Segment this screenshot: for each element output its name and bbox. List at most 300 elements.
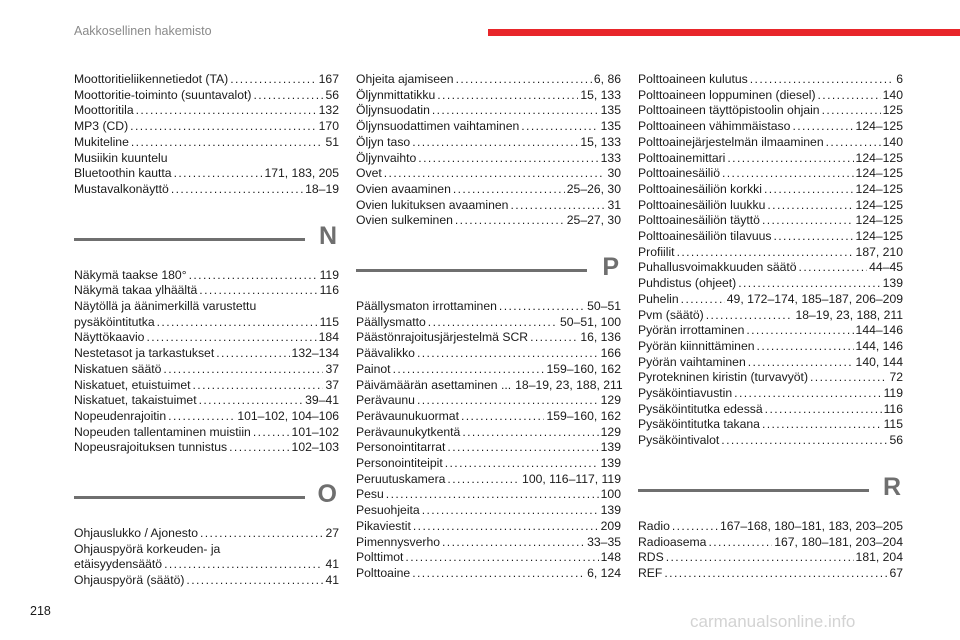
index-entry [356,213,621,229]
leader-dots [818,88,881,104]
index-entry [74,557,339,573]
entry-term: Nopeuden tallentaminen muistiin [74,424,251,439]
leader-dots [200,526,323,542]
entry-pages: 140 [882,87,903,102]
leader-dots [530,330,578,346]
index-entry [74,378,339,394]
entry-term: Peruutuskamera [356,471,446,486]
index-entry [74,135,339,151]
leader-dots [677,245,854,261]
index-section [638,72,903,449]
entry-term: Pikaviestit [356,518,411,533]
leader-dots [738,276,880,292]
entry-term: Bluetoothin kautta [74,166,172,181]
section-letter-heading [356,231,621,299]
entry-pages: 33–35 [587,534,621,549]
entry-term: Niskatuen säätö [74,361,162,376]
leader-dots [462,425,598,441]
entry-pages: 132 [318,103,339,118]
leader-dots [773,229,853,245]
entry-pages: 27 [325,526,339,541]
entry-pages: 101–102 [291,424,339,439]
index-entry [638,135,903,151]
entry-term: Ohjauspyörä (säätö) [74,573,185,588]
entry-term: Päällysmatto [356,314,426,329]
section-letter: O [317,480,337,509]
entry-term: Musiikin kuuntelu [74,150,168,165]
entry-term: Näkymä takaa ylhäältä [74,283,198,298]
index-entry [356,487,621,503]
index-entry [638,229,903,245]
index-section [356,72,621,229]
entry-term: Näytöllä ja äänimerkillä varustettu [74,299,257,314]
entry-term: Polttoainejärjestelmän ilmaaminen [638,134,824,149]
index-entry [638,566,903,582]
index-entry [356,198,621,214]
entry-pages: 49, 172–174, 185–187, 206–209 [726,291,903,306]
entry-term: Pesu [356,487,384,502]
leader-dots [428,315,558,331]
leader-dots [762,213,854,229]
entry-term: Nestetasot ja tarkastukset [74,346,215,361]
entry-term: Päällysmaton irrottaminen [356,299,497,314]
entry-term: Personointitarrat [356,440,446,455]
leader-dots [418,151,598,167]
entry-term: Moottoritila [74,103,134,118]
index-entry [356,566,621,582]
index-entry [74,103,339,119]
leader-dots [393,362,545,378]
leader-dots [453,182,565,198]
leader-dots [189,268,318,284]
entry-term: Pysäköintiavustin [638,386,733,401]
index-entry [74,283,339,299]
entry-pages: 129 [600,393,621,408]
index-entry [74,440,339,456]
leader-dots [750,72,894,88]
leader-dots [157,315,318,331]
entry-pages: 139 [600,503,621,518]
entry-pages: 15, 133 [580,134,621,149]
entry-pages: 148 [600,550,621,565]
section-divider [356,269,587,272]
entry-term: MP3 (CD) [74,119,129,134]
leader-dots [708,535,772,551]
entry-term: Polttoainesäiliön luukku [638,197,766,212]
entry-pages: 124–125 [855,166,903,181]
index-entry [638,213,903,229]
index-entry [356,362,621,378]
entry-pages: 119 [883,386,903,401]
index-entry [356,166,621,182]
index-entry [356,409,621,425]
entry-term: Polttoainemittari [638,150,726,165]
leader-dots [168,409,235,425]
entry-term: Ohjauslukko / Ajonesto [74,526,198,541]
entry-pages: 184 [318,330,339,345]
entry-pages: 67 [889,565,903,580]
leader-dots [767,198,853,214]
entry-pages: 30 [607,166,621,181]
leader-dots [746,323,853,339]
index-entry [638,550,903,566]
index-section [74,458,339,589]
leader-dots [136,103,317,119]
index-entry [638,88,903,104]
entry-pages: 16, 136 [580,330,621,345]
entry-term: Polttoaineen täyttöpistoolin ohjain [638,103,820,118]
index-entry [356,503,621,519]
index-entry [74,72,339,88]
entry-term: Polttoaineen loppuminen (diesel) [638,87,816,102]
leader-dots [764,182,854,198]
entry-term: Nopeusrajoituksen tunnistus [74,440,228,455]
leader-dots [405,550,598,566]
index-entry [356,151,621,167]
section-letter-heading [74,458,339,526]
index-section [356,231,621,582]
index-entry [638,151,903,167]
entry-pages: 124–125 [855,181,903,196]
entry-term: Perävaunukytkentä [356,424,461,439]
entry-term: Polttoainesäiliö [638,166,720,181]
leader-dots [762,417,882,433]
leader-dots [417,346,599,362]
index-entry [638,402,903,418]
entry-term: Polttoaine [356,565,411,580]
entry-pages: 187, 210 [855,244,903,259]
entry-pages: 56 [325,87,339,102]
leader-dots [230,72,316,88]
index-entry [638,260,903,276]
leader-dots [229,440,289,456]
leader-dots [384,166,606,182]
leader-dots [706,308,794,324]
entry-term: Ovet [356,166,382,181]
accent-bar [488,29,960,36]
index-entry [638,370,903,386]
leader-dots [792,119,853,135]
index-column-3 [638,72,903,582]
entry-term: Öljyn taso [356,134,411,149]
index-entry [74,393,339,409]
section-divider [74,238,305,241]
entry-term: Mukiteline [74,134,129,149]
leader-dots [253,425,290,441]
entry-term: Pvm (säätö) [638,307,704,322]
entry-pages: 102–103 [291,440,339,455]
entry-term: Pesuohjeita [356,503,420,518]
index-entry [638,386,903,402]
entry-term: Perävaunu [356,393,415,408]
leader-dots [757,339,854,355]
index-entry [638,276,903,292]
index-entry [356,425,621,441]
entry-pages: 159–160, 162 [546,408,621,423]
index-entry [74,315,339,331]
entry-pages: 51 [325,134,339,149]
entry-pages: 129 [600,424,621,439]
entry-pages: 140 [882,134,903,149]
leader-dots [413,519,599,535]
entry-term: Pyörän kiinnittäminen [638,338,755,353]
leader-dots [521,119,598,135]
entry-pages: 37 [325,361,339,376]
index-entry [638,308,903,324]
watermark: carmanualsonline.info [690,612,856,631]
section-letter: N [318,221,337,250]
leader-dots [412,135,578,151]
entry-pages: 209 [600,518,621,533]
leader-dots [510,198,605,214]
entry-pages: 18–19 [305,181,339,196]
entry-pages: 6, 124 [587,565,621,580]
entry-pages: 37 [325,377,339,392]
section-letter-heading [638,451,903,519]
entry-pages: 167–168, 180–181, 183, 203–205 [720,518,903,533]
entry-term: Pyörän irrottaminen [638,323,745,338]
entry-term: Polttimot [356,550,404,565]
entry-pages: 144, 146 [855,338,903,353]
entry-term: Öljynvaihto [356,150,417,165]
entry-pages: 100 [600,487,621,502]
entry-pages: 18–19, 23, 188, 211 [795,307,903,322]
index-section [74,200,339,456]
entry-term: Pysäköintitutka edessä [638,401,763,416]
entry-term: Pysäköintivalot [638,433,720,448]
entry-pages: 139 [600,456,621,471]
index-column-2 [356,72,621,582]
entry-term: Profiilit [638,244,675,259]
index-entry [356,378,621,394]
leader-dots [253,88,323,104]
leader-dots [727,151,853,167]
entry-pages: 124–125 [855,150,903,165]
leader-dots [146,330,316,346]
entry-pages: 18–19, 23, 188, 211 [515,377,623,392]
section-divider [638,489,869,492]
leader-dots [171,182,303,198]
index-entry [74,526,339,542]
leader-dots [666,550,854,566]
entry-term: Nopeudenrajoitin [74,408,167,423]
index-entry [638,166,903,182]
entry-term: Ovien sulkeminen [356,213,453,228]
entry-pages: 170 [318,119,339,134]
leader-dots [442,535,585,551]
index-entry [74,268,339,284]
entry-pages: 25–26, 30 [566,181,621,196]
leader-dots [672,519,718,535]
leader-dots [131,135,324,151]
leader-dots [193,378,324,394]
entry-pages: 41 [325,557,339,572]
index-entry [638,519,903,535]
index-entry [356,346,621,362]
leader-dots [681,292,725,308]
leader-dots [499,299,585,315]
entry-pages: 135 [600,103,621,118]
leader-dots [734,386,881,402]
leader-dots [456,72,592,88]
entry-pages: 50–51 [587,299,621,314]
entry-term: Pyörän vaihtaminen [638,354,746,369]
entry-term: Öljynsuodatin [356,103,430,118]
entry-term: Polttoainesäiliön täyttö [638,213,760,228]
entry-pages: 124–125 [855,229,903,244]
leader-dots [822,103,881,119]
leader-dots [130,119,316,135]
leader-dots [826,135,881,151]
entry-term: Päästönrajoitusjärjestelmä SCR [356,330,529,345]
entry-pages: 115 [319,314,339,329]
entry-pages: 159–160, 162 [546,361,621,376]
leader-dots [164,557,323,573]
entry-pages: 101–102, 104–106 [237,408,339,423]
entry-term: Puhallusvoimakkuuden säätö [638,260,797,275]
leader-dots [432,103,599,119]
index-entry [356,103,621,119]
index-entry [74,362,339,378]
index-entry [638,182,903,198]
leader-dots [163,362,323,378]
entry-pages: 125 [882,103,903,118]
index-entry [638,245,903,261]
index-entry [356,393,621,409]
section-letter: P [602,253,619,282]
entry-pages: 119 [319,267,339,282]
entry-term: pysäköintitutka [74,314,155,329]
leader-dots [810,370,887,386]
entry-pages: 167, 180–181, 203–204 [774,534,903,549]
index-entry [638,535,903,551]
entry-pages: 124–125 [855,213,903,228]
leader-dots [417,393,599,409]
index-entry [356,440,621,456]
index-entry [356,535,621,551]
entry-term: REF [638,565,663,580]
index-entry [356,182,621,198]
leader-dots [422,503,599,519]
leader-dots [748,355,854,371]
index-section [638,451,903,582]
entry-term: Polttoainesäiliön tilavuus [638,229,772,244]
index-entry [74,346,339,362]
leader-dots [455,213,565,229]
index-entry [74,409,339,425]
entry-pages: 124–125 [855,197,903,212]
entry-term: Öljynsuodattimen vaihtaminen [356,119,520,134]
leader-dots [447,440,598,456]
entry-pages: 44–45 [869,260,903,275]
entry-pages: 167 [318,72,339,86]
entry-term: Ovien lukituksen avaaminen [356,197,509,212]
entry-term: Polttoainesäiliön korkki [638,181,762,196]
entry-pages: 124–125 [855,119,903,134]
leader-dots [216,346,289,362]
entry-term: Radio [638,518,670,533]
entry-pages: 139 [882,276,903,291]
entry-term: Öljynmittatikku [356,87,436,102]
index-entry [74,299,339,315]
entry-pages: 116 [883,401,903,416]
index-entry [356,315,621,331]
section-letter: R [882,472,901,501]
entry-pages: 116 [319,283,339,298]
index-entry [356,330,621,346]
entry-term: Näyttökaavio [74,330,145,345]
entry-pages: 6, 86 [593,72,621,86]
entry-pages: 15, 133 [580,87,621,102]
entry-term: Niskatuet, takaistuimet [74,393,197,408]
index-entry [638,323,903,339]
entry-pages: 171, 183, 205 [264,166,339,181]
entry-pages: 115 [883,417,903,432]
entry-pages: 56 [889,433,903,448]
entry-pages: 135 [600,119,621,134]
entry-term: Ovien avaaminen [356,181,451,196]
entry-pages: 31 [607,197,621,212]
index-entry [74,166,339,182]
index-entry [356,299,621,315]
leader-dots [765,402,882,418]
entry-term: Päävalikko [356,346,415,361]
index-entry [74,573,339,589]
index-entry [74,151,339,167]
leader-dots [722,166,854,182]
running-header: Aakkosellinen hakemisto [74,24,212,38]
entry-term: Puhelin [638,291,679,306]
entry-term: Perävaunukuormat [356,408,459,423]
leader-dots [174,166,263,182]
entry-pages: 140, 144 [855,354,903,369]
leader-dots [199,393,304,409]
index-entry [638,292,903,308]
entry-term: Pimennysverho [356,534,440,549]
entry-pages: 181, 204 [855,550,903,565]
index-entry [356,119,621,135]
leader-dots [721,433,887,449]
leader-dots [461,409,544,425]
entry-pages: 144–146 [855,323,903,338]
entry-term: Mustavalkonäyttö [74,181,169,196]
leader-dots [799,260,868,276]
index-entry [356,88,621,104]
index-entry [638,355,903,371]
entry-pages: 50–51, 100 [560,314,621,329]
entry-term: Moottoritie-toiminto (suuntavalot) [74,87,252,102]
index-entry [638,119,903,135]
leader-dots [199,283,317,299]
entry-pages: 133 [600,150,621,165]
entry-term: etäisyydensäätö [74,557,163,572]
entry-pages: 166 [600,346,621,361]
leader-dots [437,88,578,104]
leader-dots [412,566,585,582]
page-number: 218 [30,604,51,618]
index-entry [356,472,621,488]
index-entry [74,542,339,558]
index-entry [638,417,903,433]
entry-term: RDS [638,550,664,565]
leader-dots [447,472,520,488]
index-entry [356,72,621,88]
index-entry [356,456,621,472]
entry-term: Polttoaineen kulutus [638,72,748,86]
entry-pages: 139 [600,440,621,455]
entry-term: Radioasema [638,534,707,549]
index-column-1 [74,72,339,589]
